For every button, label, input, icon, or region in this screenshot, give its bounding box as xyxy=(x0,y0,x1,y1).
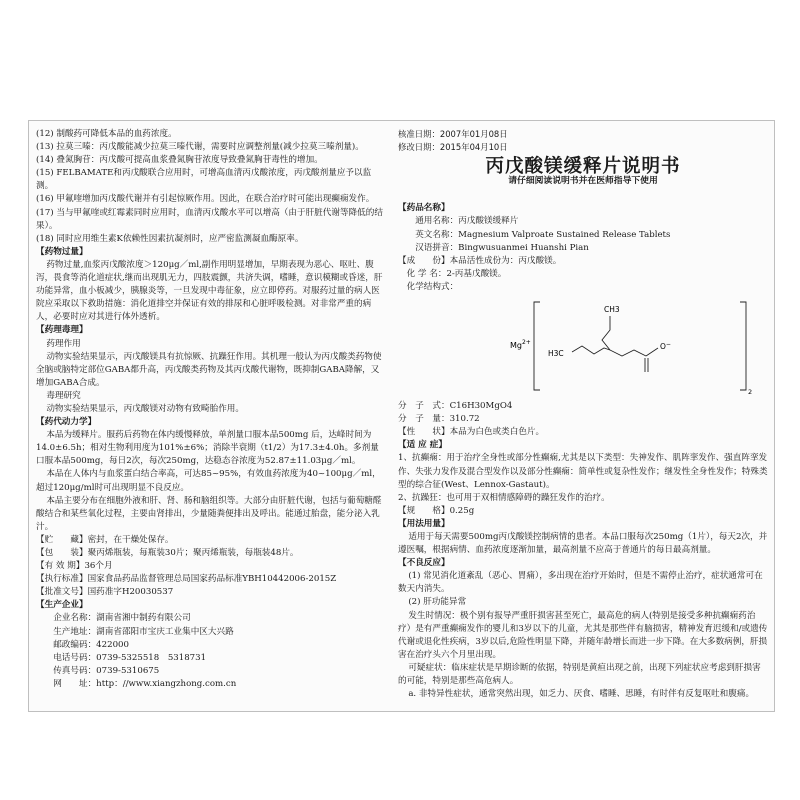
left-paragraph: 本品在人体内与血浆蛋白结合率高，可达85~95%，有效血药浓度为40~100μg／ml，超过120μg/ml时可出现明显不良反应。 xyxy=(36,469,381,493)
field-value: 0739-5325518 5318731 xyxy=(96,652,207,663)
field-value: 0.25g xyxy=(449,505,475,516)
right_bottom-paragraph: 2、抗躁狂：也可用于双相情感障碍的躁狂发作的治疗。 xyxy=(398,492,610,503)
left-paragraph: (13) 拉莫三嗪：丙戊酸能减少拉莫三嗪代谢，需要时应调整剂量(减少拉莫三嗪剂量)。 xyxy=(36,142,364,153)
field-label: 【成 份】 xyxy=(398,255,450,266)
left-column xyxy=(36,128,384,691)
document-subtitle: 请仔细阅读说明书并在医师指导下使用 xyxy=(508,176,658,187)
right_bottom-section-heading: 【用法用量】 xyxy=(398,518,450,529)
right-bottom-section xyxy=(398,400,768,701)
h3c-label: H3C xyxy=(548,349,564,359)
bracket-left xyxy=(534,302,540,390)
left-field xyxy=(36,560,384,573)
bracket-subscript: 2 xyxy=(748,388,753,397)
field-label: 分 子 式： xyxy=(398,401,450,412)
field-label: 电话号码： xyxy=(36,652,97,663)
left-field xyxy=(36,573,384,586)
approval-date: 核准日期：2007年01月08日 xyxy=(398,129,508,139)
left-section-heading: 【药物过量】 xyxy=(36,246,88,257)
field-value: 本品活性成份为：丙戊酸镁。 xyxy=(449,255,562,266)
field-value: 国药准字H20030537 xyxy=(87,587,174,598)
left-section-heading: 【药理毒理】 xyxy=(36,325,88,336)
propyl-chain-upper xyxy=(602,316,610,350)
field-value: Bingwusuanmei Huanshi Pian xyxy=(458,242,589,253)
field-label: 【批准文号】 xyxy=(36,587,88,598)
right_top-section-heading: 【药品名称】 xyxy=(398,203,450,214)
chemical-structure xyxy=(398,296,768,396)
left-paragraph: (15) FELBAMATE和丙戊酸联合应用时，可增高血清丙戊酸浓度，丙戊酸剂量应予以监测。 xyxy=(36,168,372,192)
right_bottom-paragraph: (2) 肝功能异常 xyxy=(408,597,467,608)
right_bottom-paragraph: a. 非特异性症状，通常突然出现，如乏力、厌食、嗜睡、思睡，有时伴有反复呕吐和腹痛。 xyxy=(408,689,755,700)
right_bottom-paragraph: (1) 常见消化道紊乱（恶心、胃痛），多出现在治疗开始时，但是不需停止治疗，症状通常可在数天内消失。 xyxy=(398,571,763,595)
field-label: 传真号码： xyxy=(36,665,97,676)
field-value: 丙戊酸镁缓释片 xyxy=(458,216,519,227)
field-label: 企业名称： xyxy=(36,613,97,624)
carbonyl-bond-1 xyxy=(646,348,658,356)
left-paragraph: 动物实验结果显示，丙戊酸镁对动物有致畸胎作用。 xyxy=(46,403,244,414)
left-field xyxy=(36,547,384,560)
revision-date: 修改日期：2015年04月10日 xyxy=(398,142,508,153)
field-label: 汉语拼音： xyxy=(398,242,459,253)
right_bottom-field xyxy=(398,400,768,413)
field-value: 国家食品药品监督管理总局国家药品标准YBH10442006-2015Z xyxy=(87,574,337,585)
field-value: 36个月 xyxy=(84,561,113,572)
right-column xyxy=(398,128,768,701)
left-field xyxy=(36,665,384,678)
left-paragraph: (16) 甲氟喹增加丙戊酸代谢并有引起惊厥作用。因此，在联合治疗时可能出现癫痫发作。 xyxy=(36,194,375,205)
field-value: C16H30MgO4 xyxy=(449,401,513,412)
left-paragraph: 动物实验结果显示，丙戊酸镁具有抗惊厥、抗躁狂作用。其机理一般认为丙戊酸类药物使全脑或脑特定部位GABA都升高，丙戊酸类药物及其丙戊酸代谢物，既抑制GABA降解，又增加GABA合成。 xyxy=(36,351,382,388)
field-label: 【包 装】 xyxy=(36,548,88,558)
left-section-heading: 【生产企业】 xyxy=(36,600,88,611)
left-paragraph: 本品主要分布在细胞外液和肝、肾、肠和脑组织等。大部分由肝脏代谢，包括与葡萄糖醛酸结合和某些氧化过程，主要由肾排出，少量随粪便排出及呼出。能通过胎盘，能分泌入乳汁。 xyxy=(36,495,382,532)
left-field xyxy=(36,678,384,691)
right_bottom-field xyxy=(398,505,768,518)
left-paragraph: 药理作用 xyxy=(46,338,81,349)
field-label: 化学结构式： xyxy=(398,281,459,292)
left-paragraph: 药物过量,血浆丙戊酸浓度＞120μg／ml,副作用明显增加，早期表现为恶心、呕吐、腹泻，畏食等消化道症状,继而出现肌无力，四肢震颤，共济失调，嗜睡，意识模糊或昏迷，肝功能异常，血小板减少，胰腺炎等，一旦发现中毒征象，应立即停药。对服药过量的病人医院应采取以下救助措施：消化道排空并保证有效的排尿和心脏呼吸检测。对非常严重的病人，必要时应对其进行体外透析。 xyxy=(36,259,383,323)
field-label: 通用名称： xyxy=(398,216,459,227)
left-paragraph: (18) 同时应用维生素K依赖性因素抗凝剂时，应严密监测凝血酶原率。 xyxy=(36,233,304,244)
field-label: 英文名称： xyxy=(398,229,459,240)
right_top-field xyxy=(398,255,768,268)
left-paragraph: (12) 制酸药可降低本品的血药浓度。 xyxy=(36,129,177,139)
field-label: 【有 效 期】 xyxy=(36,561,85,572)
field-value: http：//www.xiangzhong.com.cn xyxy=(96,678,237,689)
right_bottom-paragraph: 发生时情况：极个别有报导严重肝损害甚至死亡，最高危的病人(特别是接受多种抗癫痫药治疗）是有严重癫痫发作的婴儿和3岁以下的儿童，尤其是那些伴有脑损害，精神发育迟缓和/或遗传代谢或退化性疾病，3岁以后,危险性明显下降，并随年龄增长而进一步下降。在大多数病例，肝损害在治疗头六个月里出现。 xyxy=(398,610,768,660)
ch3-label: CH3 xyxy=(604,305,620,315)
field-label: 【规 格】 xyxy=(398,505,450,516)
structure-mg: $Mg^{2+}$ xyxy=(510,339,531,351)
right_top-field xyxy=(398,242,768,255)
field-value: 聚丙烯瓶装，每瓶装30片；聚丙烯瓶装，每瓶装48片。 xyxy=(87,548,299,558)
left-paragraph: 毒理研究 xyxy=(46,390,81,401)
field-label: 邮政编码： xyxy=(36,639,97,650)
left-field xyxy=(36,612,384,625)
right_bottom-field xyxy=(398,426,768,439)
field-label: 分 子 量： xyxy=(398,414,450,425)
field-label: 【性 状】 xyxy=(398,427,450,438)
field-value: 湖南省湘中制药有限公司 xyxy=(96,613,191,624)
field-value: 0739-5310675 xyxy=(96,665,160,676)
left-paragraph: 本品为缓释片。服药后药物在体内缓慢释放，单剂量口服本品500mg 后，达峰时间为14.0±6.5h；相对生物利用度为101%±6%；消除半衰期（t1/2）为17.3±4.0h。多剂量口服本品500mg，每日2次，每次250mg，达稳态谷浓度为52.87±11.03μg／ml。 xyxy=(36,430,379,467)
field-value: 湖南省邵阳市宝庆工业集中区大兴路 xyxy=(96,626,234,637)
oxygen-label: O− xyxy=(660,341,671,352)
propyl-chain-lower xyxy=(572,346,646,356)
field-value: 310.72 xyxy=(449,414,480,425)
field-value: Magnesium Valproate Sustained Release Tablets xyxy=(458,229,671,240)
field-label: 【贮 藏】 xyxy=(36,534,88,545)
right_top-field xyxy=(398,215,768,228)
right_bottom-section-heading: 【不良反应】 xyxy=(398,558,450,569)
field-value: 密封，在干燥处保存。 xyxy=(87,534,174,545)
left-field xyxy=(36,639,384,652)
right_bottom-paragraph: 1、抗癫痫：用于治疗全身性或部分性癫痫,尤其是以下类型：失神发作、肌阵挛发作、强直阵挛发作、失张力发作及混合型发作以及部分性癫痫：简单性或复杂性发作；继发性全身性发作；特殊类型的综合征(West、Lennox-Gastaut)。 xyxy=(398,453,768,490)
document-title: 丙戊酸镁缓释片说明书 xyxy=(485,156,681,178)
field-value: 2-丙基戊酸镁。 xyxy=(446,268,507,279)
right_bottom-paragraph: 适用于每天需要500mg丙戊酸镁控制病情的患者。本品口服每次250mg（1片），每天2次，并遵医嘱，根据病情、血药浓度逐渐加量，最高剂量不应高于普通片的每日最高剂量。 xyxy=(398,531,768,556)
field-label: 化 学 名： xyxy=(398,268,447,279)
left-section-heading: 【药代动力学】 xyxy=(36,417,97,428)
left-field xyxy=(36,534,384,547)
left-field xyxy=(36,626,384,639)
right_top-field xyxy=(398,229,768,242)
structure-diagram xyxy=(508,296,768,396)
right-top-section xyxy=(398,202,768,294)
left-field xyxy=(36,586,384,599)
right_bottom-field xyxy=(398,413,768,426)
field-label: 【执行标准】 xyxy=(36,574,88,585)
field-value: 本品为白色或类白色片。 xyxy=(449,427,545,438)
right_top-field xyxy=(398,268,768,281)
right_top-field xyxy=(398,281,768,294)
field-label: 生产地址： xyxy=(36,626,97,637)
bracket-right xyxy=(740,302,746,390)
field-label: 网 址： xyxy=(36,678,97,689)
right_bottom-section-heading: 【适 应 症】 xyxy=(398,440,447,451)
left-paragraph: (14) 叠氮胸苷：丙戊酸可提高血浆叠氮胸苷浓度导致叠氮胸苷毒性的增加。 xyxy=(36,155,323,166)
field-value: 422000 xyxy=(96,639,129,650)
right_bottom-paragraph: 可疑症状：临床症状是早期诊断的依据，特别是黄疸出现之前，出现下列症状应考虑到肝损害的可能，特别是那些高危病人。 xyxy=(398,662,761,686)
left-paragraph: (17) 当与甲氟喹或红霉素同时应用时，血清丙戊酸水平可以增高（由于肝脏代谢等降低的结果）。 xyxy=(36,207,383,231)
left-field xyxy=(36,652,384,665)
